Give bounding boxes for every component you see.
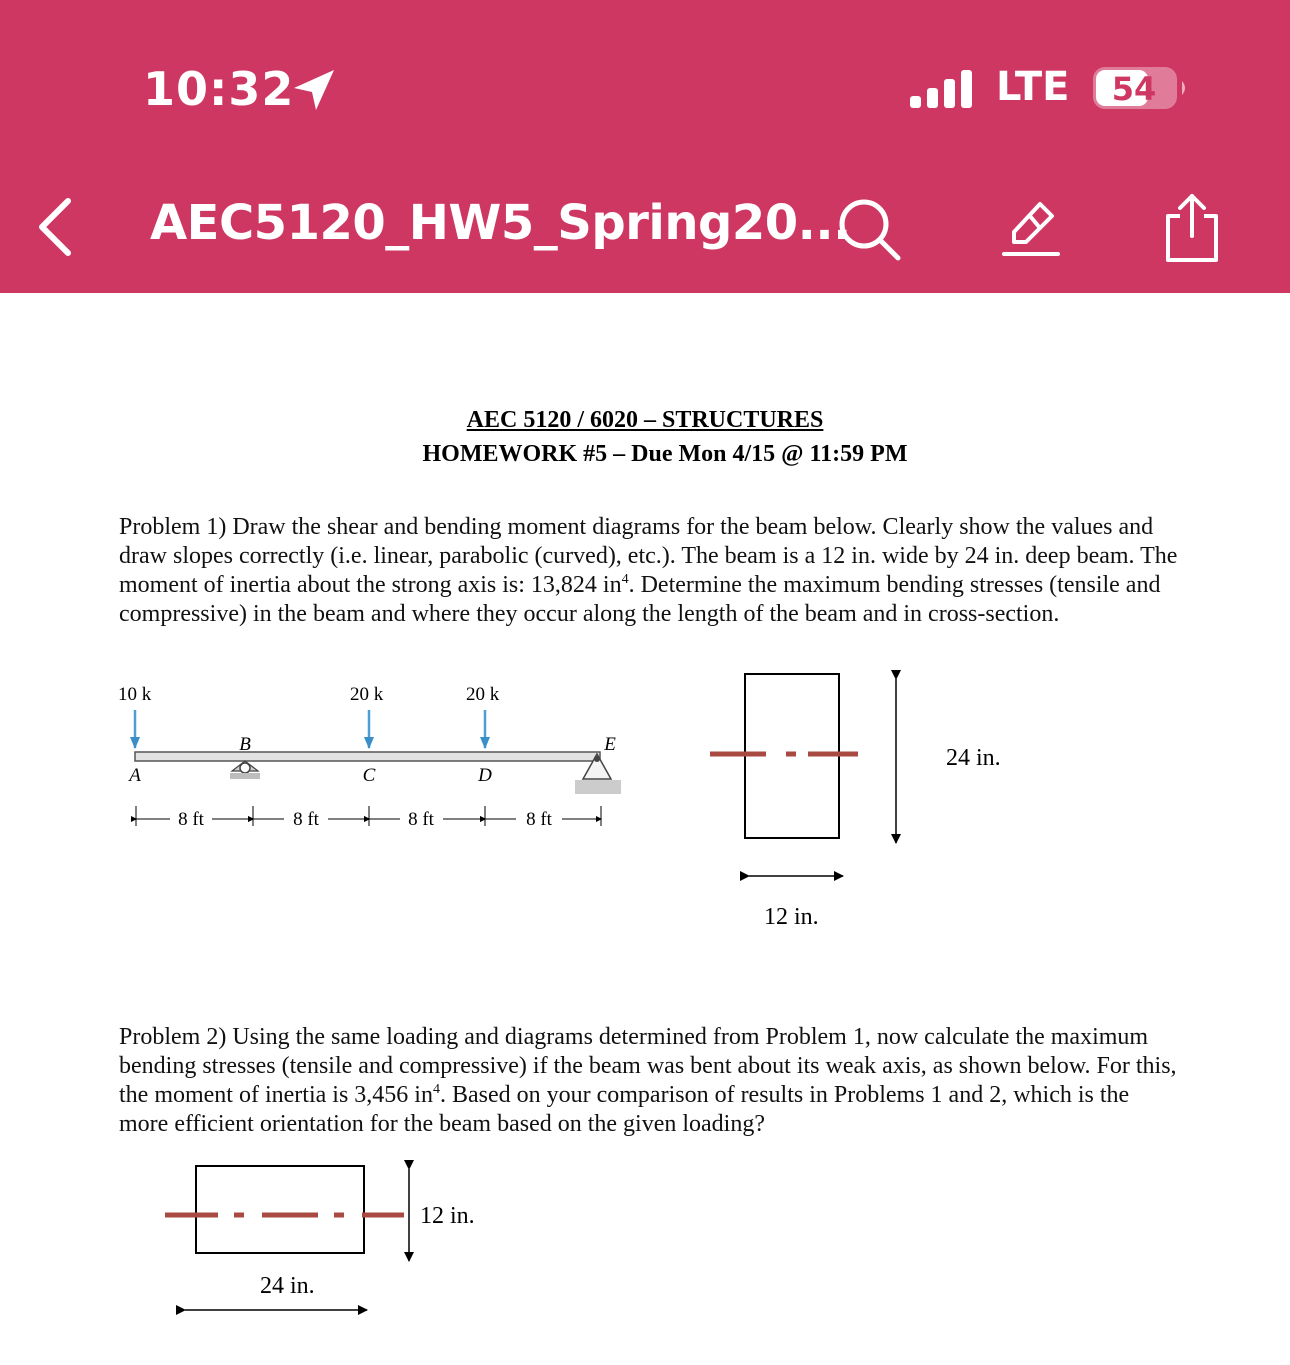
status-time: 10:32 <box>143 62 295 116</box>
document-title: AEC5120_HW5_Spring20... <box>150 195 851 251</box>
height-label: 24 in. <box>946 745 1001 771</box>
signal-bars-icon <box>910 70 974 108</box>
load-label-c: 20 k <box>350 684 384 705</box>
location-arrow-icon <box>290 66 338 114</box>
point-label-a: A <box>129 765 141 786</box>
width-label: 24 in. <box>260 1273 315 1299</box>
point-label-e: E <box>604 734 616 755</box>
top-bar <box>0 0 1290 293</box>
document-page <box>0 293 1290 1365</box>
figures <box>0 293 1290 1365</box>
point-label-d: D <box>478 765 492 786</box>
span-label-de: 8 ft <box>526 809 552 830</box>
point-label-c: C <box>362 765 376 786</box>
beam-diagram <box>118 684 621 830</box>
load-label-d: 20 k <box>466 684 500 705</box>
markup-pen-icon[interactable] <box>1000 196 1062 258</box>
roller-support-b <box>230 761 260 779</box>
span-label-ab: 8 ft <box>178 809 204 830</box>
beam-member <box>135 752 600 761</box>
course-heading: AEC 5120 / 6020 – STRUCTURES <box>466 407 824 433</box>
homework-heading: HOMEWORK #5 – Due Mon 4/15 @ 11:59 PM <box>422 441 908 467</box>
width-label: 12 in. <box>764 904 819 930</box>
strong-axis-section <box>710 674 1001 930</box>
height-label: 12 in. <box>420 1203 475 1229</box>
load-label-a: 10 k <box>118 684 152 705</box>
search-icon[interactable] <box>836 196 902 262</box>
span-label-bc: 8 ft <box>293 809 319 830</box>
span-label-cd: 8 ft <box>408 809 434 830</box>
section-rectangle <box>196 1166 364 1253</box>
share-icon[interactable] <box>1160 190 1222 264</box>
battery-level: 54 <box>1111 70 1157 108</box>
problem-1-text: Problem 1) Draw the shear and bending moment diagrams for the beam below. Clearly show the values and draw slopes correctly (i.e. linear, parabolic (curved), etc.). The beam is a 12 in. wide by 24 in. deep beam. The moment of inertia about the strong axis is: 13,824 $in^4$. Determine the maximum bending stresses (tensile and compressive) in the beam and where they occur along the length of the beam and in cross-section. <box>119 514 1178 627</box>
problem-2-text: Problem 2) Using the same loading and diagrams determined from Problem 1, now calculate the maximum bending stresses (tensile and compressive) if the beam was bent about its weak axis, as shown below. For this, the moment of inertia is 3,456 $in^4$. Based on your comparison of results in Problems 1 and 2, which is the more efficient orientation for the beam based on the given loading? <box>119 1024 1177 1137</box>
point-label-b: B <box>239 734 251 755</box>
network-type: LTE <box>996 64 1070 110</box>
back-chevron-icon[interactable] <box>32 195 82 259</box>
weak-axis-section <box>165 1166 475 1310</box>
battery-icon <box>1092 66 1190 110</box>
